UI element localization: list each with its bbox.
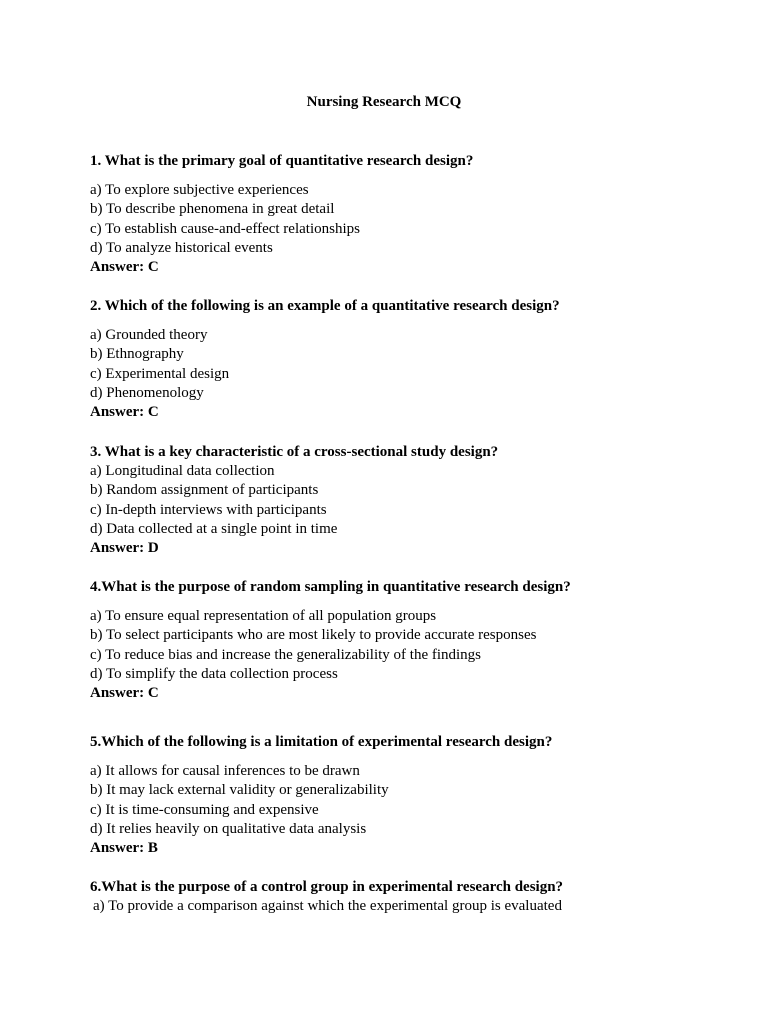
option-a: a) Longitudinal data collection (90, 463, 275, 479)
options-list (90, 462, 730, 539)
question-block-1 (90, 152, 730, 277)
option-b: b) Ethnography (90, 346, 184, 363)
question-text: 6.What is the purpose of a control group in experimental research design? (90, 879, 564, 895)
option-a: a) To provide a comparison against which the experimental group is evaluated (93, 898, 562, 914)
question-block-4 (90, 578, 730, 703)
option-c: c) Experimental design (90, 365, 230, 382)
option-b: b) To describe phenomena in great detail (90, 201, 335, 218)
question-block-6 (90, 878, 730, 916)
option-c: c) To reduce bias and increase the generalizability of the findings (90, 646, 482, 663)
option-d: d) Phenomenology (90, 384, 204, 401)
question-text: 3. What is a key characteristic of a cross-sectional study design? (90, 444, 499, 460)
options-list (90, 897, 730, 916)
answer-text: Answer: C (90, 404, 159, 421)
option-d: d) It relies heavily on qualitative data analysis (90, 820, 367, 837)
option-c: c) It is time-consuming and expensive (90, 801, 319, 818)
question-text: 2. Which of the following is an example of a quantitative research design? (90, 298, 560, 314)
question-text: 1. What is the primary goal of quantitative research design? (90, 153, 474, 169)
question-block-5 (90, 733, 730, 858)
document-title: Nursing Research MCQ (306, 94, 462, 110)
options-list (90, 607, 730, 684)
options-list (90, 181, 730, 258)
option-c: c) In-depth interviews with participants (90, 501, 327, 518)
question-text: 5.Which of the following is a limitation of experimental research design? (90, 734, 553, 750)
option-a: a) Grounded theory (90, 327, 208, 343)
option-c: c) To establish cause-and-effect relationships (90, 220, 360, 237)
option-d: d) Data collected at a single point in time (90, 520, 338, 537)
option-d: d) To simplify the data collection process (90, 665, 338, 682)
answer-text: Answer: C (90, 259, 159, 276)
option-a: a) To ensure equal representation of all population groups (90, 608, 437, 624)
question-block-2 (90, 297, 730, 422)
answer-text: Answer: D (90, 540, 159, 557)
options-list (90, 762, 730, 839)
option-b: b) To select participants who are most likely to provide accurate responses (90, 627, 537, 644)
option-a: a) It allows for causal inferences to be drawn (90, 763, 360, 779)
question-block-3 (90, 443, 730, 558)
option-a: a) To explore subjective experiences (90, 182, 309, 198)
option-b: b) Random assignment of participants (90, 482, 319, 499)
answer-text: Answer: C (90, 685, 159, 702)
question-text: 4.What is the purpose of random sampling in quantitative research design? (90, 579, 571, 595)
option-d: d) To analyze historical events (90, 239, 273, 256)
options-list (90, 326, 730, 403)
answer-text: Answer: B (90, 840, 158, 857)
option-b: b) It may lack external validity or generalizability (90, 782, 389, 799)
